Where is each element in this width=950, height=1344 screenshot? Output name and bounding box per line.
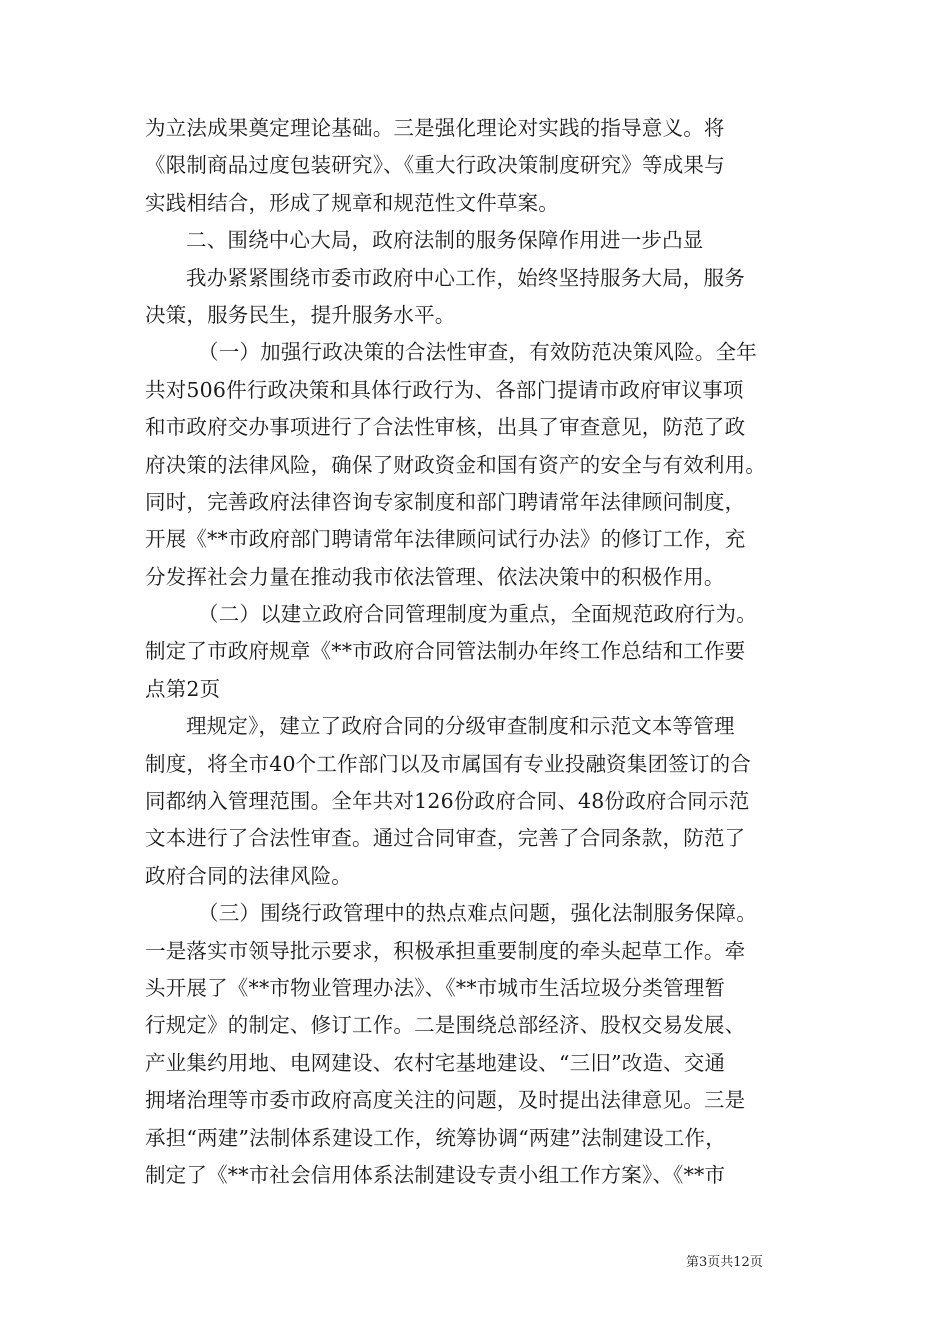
- paragraph-line: 承担“两建”法制体系建设工作，统筹协调“两建”法制建设工作，: [145, 1125, 726, 1150]
- paragraph-line: 《限制商品过度包装研究》、《重大行政决策制度研究》等成果与: [145, 153, 725, 178]
- paragraph-line: 为立法成果奠定理论基础。三是强化理论对实践的指导意义。将: [145, 116, 725, 140]
- subsection-line: （三）围绕行政管理中的热点难点问题，强化法制服务保障。: [198, 901, 757, 926]
- paragraph-line: 开展《**市政府部门聘请常年法律顾问试行办法》的修订工作，充: [145, 527, 746, 552]
- paragraph-line: 拥堵治理等市委市政府高度关注的问题，及时提出法律意见。三是: [145, 1088, 746, 1113]
- paragraph-line: 政府合同的法律风险。: [145, 863, 352, 888]
- section-heading: 二、围绕中心大局，政府法制的服务保障作用进一步凸显: [186, 228, 704, 253]
- paragraph-line: 制度，将全市40个工作部门以及市属国有专业投融资集团签订的合: [145, 751, 752, 776]
- page-number: 第3页共12页: [686, 1255, 763, 1270]
- paragraph-line: 头开展了《**市物业管理办法》、《**市城市生活垃圾分类管理暂: [145, 975, 726, 1000]
- paragraph-line: 府决策的法律风险，确保了财政资金和国有资产的安全与有效利用。: [145, 452, 766, 477]
- paragraph-line: 分发挥社会力量在推动我市依法管理、依法决策中的积极作用。: [145, 564, 725, 589]
- paragraph-line: 行规定》的制定、修订工作。二是围绕总部经济、股权交易发展、: [145, 1013, 746, 1038]
- subsection-line: （一）加强行政决策的合法性审查，有效防范决策风险。全年: [198, 340, 757, 365]
- paragraph-line: 共对506件行政决策和具体行政行为、各部门提请市政府审议事项: [145, 377, 744, 402]
- paragraph-line: 制定了市政府规章《**市政府合同管法制办年终工作总结和工作要: [145, 639, 746, 664]
- paragraph-line: 点第2页: [145, 676, 221, 701]
- paragraph-line: 我办紧紧围绕市委市政府中心工作，始终坚持服务大局，服务: [186, 265, 745, 290]
- document-body: [145, 110, 810, 1194]
- paragraph-line: 和市政府交办事项进行了合法性审核，出具了审查意见，防范了政: [145, 415, 746, 440]
- paragraph-line: 同时，完善政府法律咨询专家制度和部门聘请常年法律顾问制度，: [145, 489, 746, 514]
- paragraph-line: 产业集约用地、电网建设、农村宅基地建设、“三旧”改造、交通: [145, 1050, 726, 1075]
- paragraph-line: 同都纳入管理范围。全年共对126份政府合同、48份政府合同示范: [145, 789, 750, 814]
- paragraph-line: 制定了《**市社会信用体系法制建设专责小组工作方案》、《**市: [145, 1162, 726, 1187]
- subsection-line: （二）以建立政府合同管理制度为重点，全面规范政府行为。: [198, 602, 757, 627]
- paragraph-line: 理规定》，建立了政府合同的分级审查制度和示范文本等管理: [186, 714, 735, 739]
- paragraph-line: 文本进行了合法性审查。通过合同审查，完善了合同条款，防范了: [145, 826, 746, 851]
- paragraph-line: 实践相结合，形成了规章和规范性文件草案。: [145, 190, 559, 215]
- paragraph-line: 决策，服务民生，提升服务水平。: [145, 302, 456, 327]
- paragraph-line: 一是落实市领导批示要求，积极承担重要制度的牵头起草工作。牵: [145, 938, 746, 963]
